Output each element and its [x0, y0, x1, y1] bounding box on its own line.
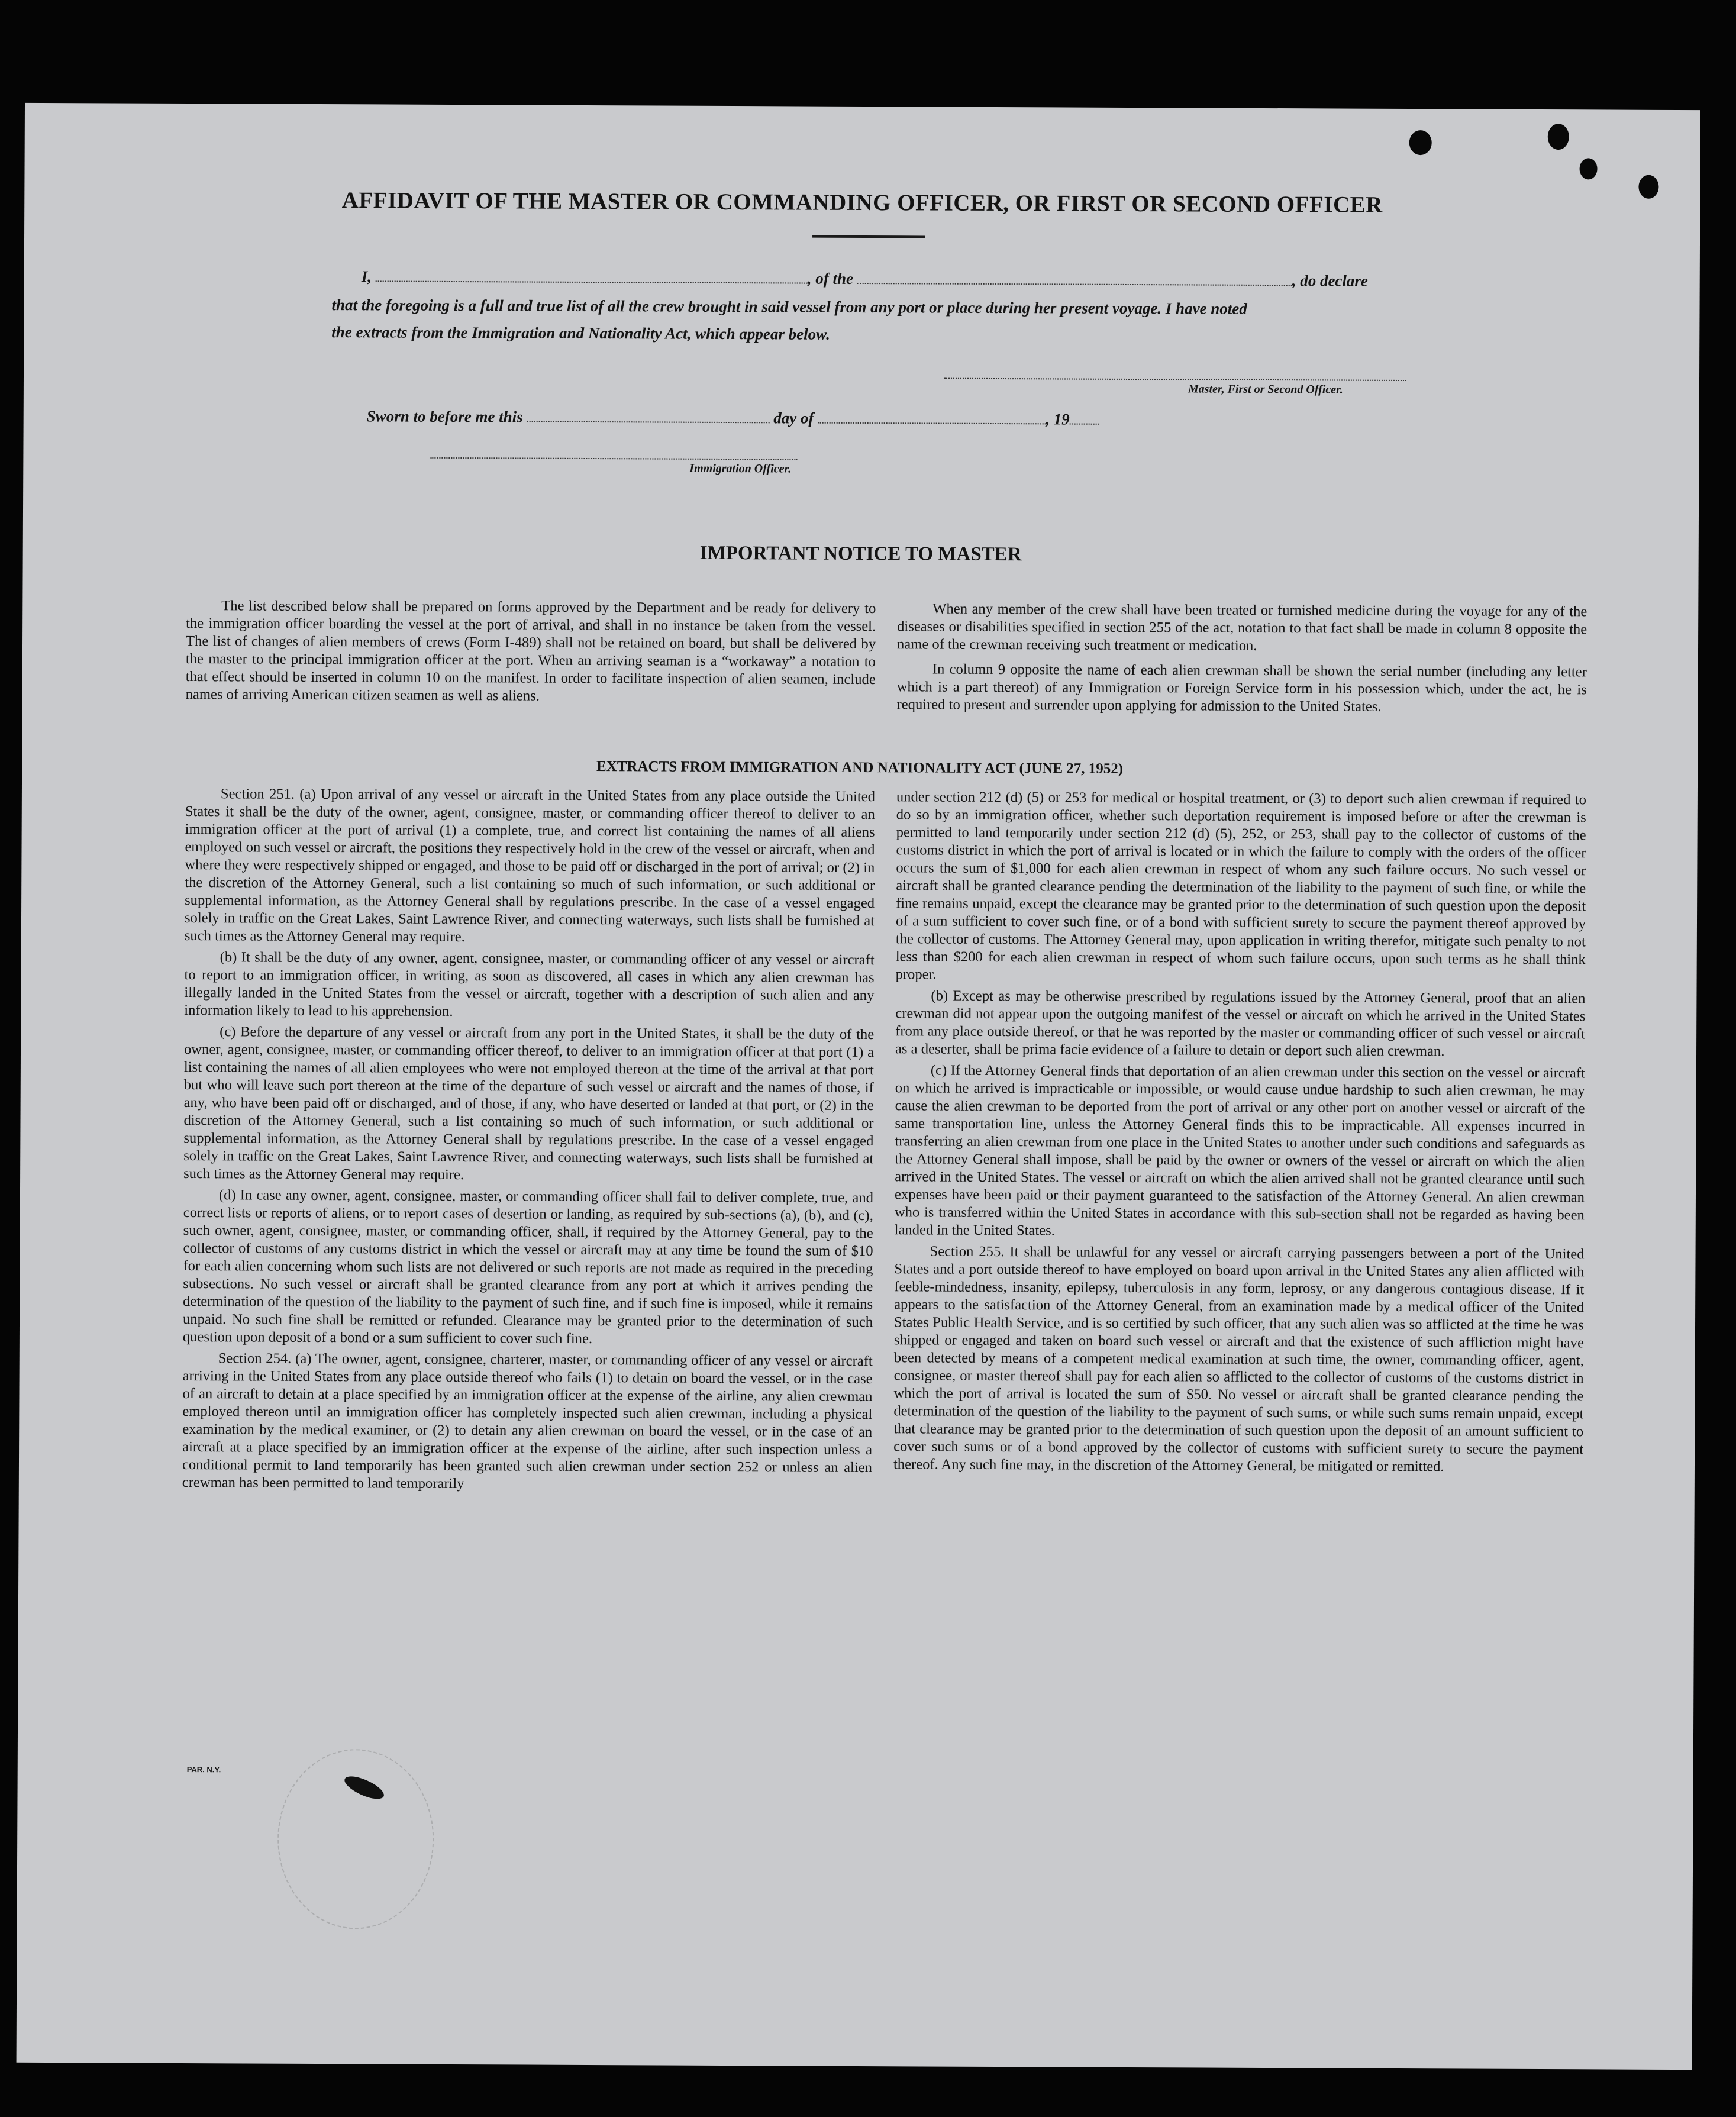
sworn-line: [367, 407, 1254, 430]
extracts-left-column: [182, 785, 875, 1495]
sworn-month-field[interactable]: [818, 422, 1046, 425]
act-paragraph: (d) In case any owner, agent, consignee, master, or commanding officer shall fail to deliver complete, true, and correct lists or reports of aliens, or to report cases of desertion or landing, as required by sub-sections (a), (b), and (c), such owner, agent, consignee, master, or commanding officer, shall, if required by the Attorney General, pay to the collector of customs of any customs district in which the vessel or aircraft may at any time be found the sum of $10 for each alien concerning whom such lists are not delivered or such reports are not made as required in the preceding subsections. No such vessel or aircraft shall be granted clearance from any port at which it arrives pending the determination of the question of the liability to the payment of such fine, and if such fine is imposed, while it remains unpaid. No such fine shall be remitted or refunded. Clearance may be granted prior to the determination of such question upon deposit of a bond or a sum sufficient to cover such fine.: [182, 1187, 874, 1347]
day-of-label: day of: [773, 409, 814, 427]
notice-left-column: [186, 597, 876, 706]
affidavit-title: AFFIDAVIT OF THE MASTER OR COMMANDING OFFICER, OR FIRST OR SECOND OFFICER: [341, 188, 1383, 218]
i-label: I,: [361, 267, 372, 286]
act-paragraph: (b) It shall be the duty of any owner, agent, consignee, master, or commanding officer of any vessel or aircraft to report to an immigration officer, in writing, as soon as discovered, all cases in which any alien crewman has illegally landed in the United States from the vessel or aircraft, together with a description of such alien and any information likely to lead to his apprehension.: [184, 949, 875, 1019]
notice-right-column: [897, 600, 1587, 717]
extracts-title: EXTRACTS FROM IMMIGRATION AND NATIONALITY ACT (JUNE 27, 1952): [596, 759, 1124, 777]
act-paragraph: under section 212 (d) (5) or 253 for medical or hospital treatment, or (3) to deport such alien crewman if required to do so by an immigration officer, whether such deportation requirement is imposed before or after the crewman is permitted to land temporarily under section 212 (d) (5), 252, or 253, shall pay to the collector of customs of the customs district in which the port of arrival is located or in which the failure to comply with the orders of the officer occurs the sum of $1,000 for each alien crewman in respect of whom any such failure occurs. No such vessel or aircraft shall be granted clearance pending the determination of the liability to the payment of such fine, or while the fine remains unpaid, except the clearance may be granted prior to the determination of such question upon the deposit of a sum sufficient to cover such fine, or of a bond with sufficient surety to secure the payment thereof approved by the collector of customs. The Attorney General may, upon application in writing therefor, mitigate such penalty to not less than $200 for each alien crewman in respect of whom such failure occurs, upon such terms as he shall think proper.: [895, 789, 1586, 983]
sworn-year-field[interactable]: [1070, 424, 1099, 425]
year-label: , 19: [1046, 410, 1070, 428]
notice-paragraph: The list described below shall be prepared on forms approved by the Department and be ready for delivery to the immigration officer boarding the vessel at the port of arrival, and shall in no instance be taken from the vessel. The list of changes of alien members of crews (Form I-489) shall not be retained on board, but shall be delivered by the master to the principal immigration officer at the port. When an arriving seaman is a “workaway” a notation to that effect should be inserted in column 10 on the manifest. In order to facilitate inspection of alien seamen, include names of arriving American citizen seamen as well as aliens.: [185, 598, 876, 704]
affidavit-line-3: the extracts from the Immigration and Nationality Act, which appear below.: [331, 323, 830, 343]
name-field[interactable]: [376, 280, 808, 283]
master-signature-line[interactable]: [944, 378, 1406, 381]
notice-title: IMPORTANT NOTICE TO MASTER: [699, 542, 1022, 566]
punch-hole: [1579, 158, 1597, 179]
act-paragraph: (c) If the Attorney General finds that deportation of an alien crewman under this section on the vessel or aircraft on which he arrived is impracticable or impossible, or would cause undue hardship to such alien crewman, he may cause the alien crewman to be deported from the port of arrival or any other port on another vessel or aircraft of the same transportation line, unless the Attorney General finds this to be impracticable. All expenses incurred in transferring an alien crewman from one place in the United States to another under such conditions and safeguards as the Attorney General shall impose, shall be paid by the owner or owners of the vessel or aircraft on which the alien arrived in the United States. The vessel or aircraft on which the alien arrived shall not be granted clearance until such expenses have been paid or their payment guaranteed to the satisfaction of the Attorney General. An alien crewman who is transferred within the United States in accordance with this sub-section shall not be regarded as having been landed in the United States.: [894, 1062, 1585, 1239]
sworn-label: Sworn to before me this: [366, 407, 523, 426]
faded-stamp: [277, 1749, 434, 1929]
title-rule: [812, 235, 925, 238]
punch-hole: [1548, 124, 1569, 150]
notice-paragraph: In column 9 opposite the name of each alien crewman shall be shown the serial number (including any letter which is a part thereof) of any Immigration or Foreign Service form in his possession which, under the act, he is required to present and surrender upon applying for admission to the United States.: [896, 661, 1587, 715]
officer-signature-line[interactable]: [430, 457, 797, 460]
sworn-day-field[interactable]: [527, 421, 769, 424]
extracts-right-column: [893, 788, 1586, 1476]
of-the-label: , of the: [807, 269, 854, 288]
vessel-field[interactable]: [857, 283, 1292, 286]
printer-mark: PAR. N.Y.: [186, 1765, 221, 1774]
affidavit-line-2: that the foregoing is a full and true list of all the crew brought in said vessel from any port or place during her present voyage. I have noted: [331, 296, 1247, 318]
master-signature-label: Master, First or Second Officer.: [1188, 382, 1343, 396]
act-paragraph: Section 255. It shall be unlawful for any vessel or aircraft carrying passengers between a port of the United States and a port outside thereof to have employed on board upon arrival in the United States any alien afflicted with feeble-mindedness, insanity, epilepsy, tuberculosis in any form, leprosy, or any dangerous contagious disease. If it appears to the satisfaction of the Attorney General, from an examination made by a medical officer of the United States Public Health Service, and is so certified by such officer, that any such alien was so afflicted at the time he was shipped or engaged and taken on board such vessel or aircraft and that the existence of such affliction might have been detected by means of a competent medical examination at such time, the owner, commanding officer, agent, consignee, or master thereof shall pay for each alien so afflicted to the collector of customs of the customs district in which the port of arrival is located the sum of $50. No vessel or aircraft shall be granted clearance pending the determination of the question of the liability to the payment of such sums, or while such sums remain unpaid, except that clearance may be granted prior to the determination of such question upon the deposit of an amount sufficient to cover such sums or of a bond approved by the collector of customs with sufficient surety to secure the payment thereof. Any such fine may, in the discretion of the Attorney General, be mitigated or remitted.: [893, 1243, 1585, 1475]
officer-signature-label: Immigration Officer.: [689, 462, 792, 476]
act-paragraph: (c) Before the departure of any vessel or aircraft from any port in the United States, it shall be the duty of the owner, agent, consignee, master, or commanding officer thereof, to deliver to an immigration officer at that port (1) a list containing the names of all alien employees who were not employed thereon at the time of the arrival at that port but who will leave such port thereon at the time of the departure of such vessel or aircraft and the names of those, if any, who have been paid off or discharged, and of those, if any, who have deserted or landed at that port, or (2) in the discretion of the Attorney General, such a list containing so much of such information, or such additional or supplemental information, as the Attorney General shall by regulations prescribe. In the case of a vessel engaged solely in traffic on the Great Lakes, Saint Lawrence River, and connecting waterways, such lists shall be furnished at such times as the Attorney General may require.: [183, 1024, 875, 1183]
notice-paragraph: When any member of the crew shall have been treated or furnished medicine during the voyage for any of the diseases or disabilities specified in section 255 of the act, notation to that fact shall be made in column 8 opposite the name of the crewman receiving such treatment or medication.: [896, 601, 1587, 654]
document-page: [17, 103, 1700, 2070]
act-paragraph: Section 251. (a) Upon arrival of any vessel or aircraft in the United States from any place outside the United States it shall be the duty of the owner, agent, consignee, master, or commanding officer thereof to deliver to an immigration officer at the port of arrival (1) a complete, true, and correct list containing the names of all aliens employed on such vessel or aircraft, the positions they respectively hold in the crew of the vessel or aircraft, when and where they were respectively shipped or engaged, and those to be paid off or discharged in the port of arrival; or (2) in the discretion of the Attorney General, such a list containing so much of such information, or such additional or supplemental information, as the Attorney General shall by regulations prescribe. In the case of a vessel engaged solely in traffic on the Great Lakes, Saint Lawrence River, and connecting waterways, such lists shall be furnished at such times as the Attorney General may require.: [184, 786, 875, 945]
do-declare-label: , do declare: [1292, 272, 1369, 290]
act-paragraph: Section 254. (a) The owner, agent, consignee, charterer, master, or commanding officer of any vessel or aircraft arriving in the United States from any place outside thereof who fails (1) to detain on board the vessel, or in the case of an aircraft to detain at a place specified by an immigration officer at the expense of the airline, any alien crewman employed thereon until an immigration officer has completely inspected such alien crewman, including a physical examination by the medical examiner, or (2) to detain any alien crewman on board the vessel, or in the case of an aircraft at a place specified by an immigration officer at the expense of the airline, after such inspection unless a conditional permit to land temporarily has been granted such alien crewman under section 252 or unless an alien crewman has been permitted to land temporarily: [182, 1350, 873, 1492]
affidavit-line-1: [362, 267, 1438, 291]
act-paragraph: (b) Except as may be otherwise prescribed by regulations issued by the Attorney General, proof that an alien crewman did not appear upon the outgoing manifest of the vessel or aircraft on which he arrived in the United States from any place outside thereof, or that he was reported by the master or commanding officer of such vessel or aircraft as a deserter, shall be prima facie evidence of a failure to detain or deport such alien crewman.: [895, 987, 1586, 1060]
punch-hole: [1409, 130, 1432, 155]
